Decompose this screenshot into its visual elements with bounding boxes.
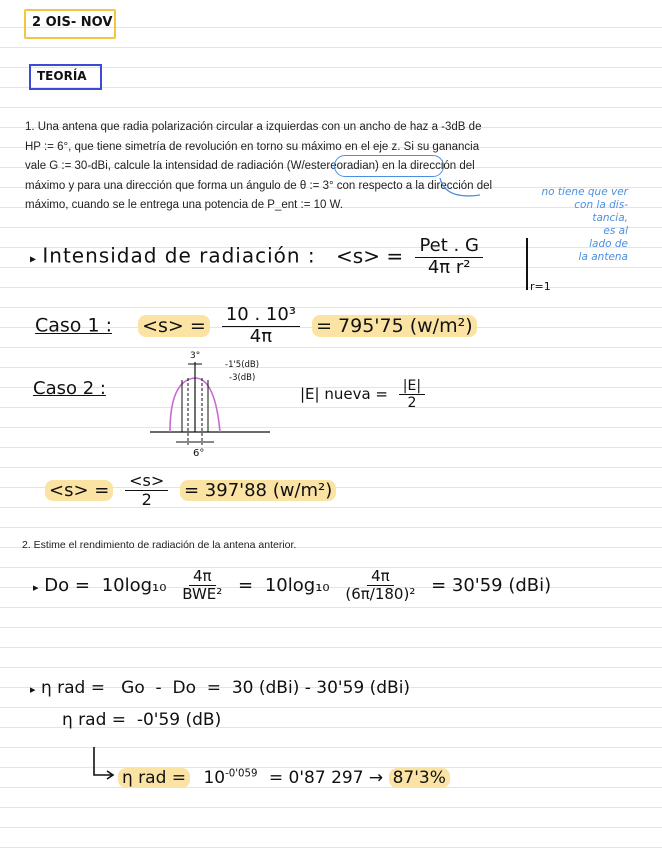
case1-den: 4π bbox=[249, 325, 273, 347]
case1-result: = 795'75 (w/m²) bbox=[312, 315, 477, 337]
case1-fraction bbox=[222, 305, 300, 347]
result2-den: 2 bbox=[141, 490, 152, 510]
do-line bbox=[33, 568, 551, 604]
result2-lhs: <s> = bbox=[45, 480, 113, 501]
do-part2: 10log₁₀ bbox=[264, 574, 330, 596]
margin-note-line-3: tancia, bbox=[592, 212, 628, 224]
intensity-lhs: <s> = bbox=[336, 243, 404, 268]
case1-label: Caso 1 : bbox=[35, 314, 113, 337]
problem2-statement: 2. Estime el rendimiento de radiación de la antena anterior. bbox=[22, 539, 297, 551]
case2-label: Caso 2 : bbox=[33, 378, 106, 399]
e-new-den: 2 bbox=[407, 395, 417, 412]
case1-num: 10 . 10³ bbox=[222, 305, 300, 327]
eta-line-1 bbox=[30, 678, 410, 698]
do-label: Do = bbox=[44, 574, 90, 596]
eval-label: r=1 bbox=[530, 280, 551, 293]
e-new-num: |E| bbox=[399, 378, 425, 395]
eta-line-3 bbox=[118, 768, 450, 788]
do-fraction1 bbox=[178, 568, 226, 604]
eta-line-3-result: 87'3% bbox=[389, 768, 450, 788]
result2-num: <s> bbox=[125, 472, 168, 491]
diag-bottom-label: 6° bbox=[193, 448, 205, 459]
e-new-label: |E| nueva = bbox=[300, 385, 389, 404]
do-den1: BWE² bbox=[182, 585, 223, 604]
case1-line bbox=[35, 305, 477, 347]
problem1-line-4: máximo y para una dirección que forma un ángulo de θ := 3° con respecto a la dirección del bbox=[25, 179, 493, 192]
do-den2: (6π/180)² bbox=[345, 585, 416, 604]
e-new-fraction bbox=[399, 378, 425, 411]
eta-line-3-exp: -0'059 bbox=[225, 768, 258, 780]
problem1-line-5: máximo, cuando se le entrega una potencia de P_ent := 10 W. bbox=[25, 199, 344, 211]
intensity-fraction bbox=[415, 236, 482, 278]
intensity-label: Intensidad de radiación : bbox=[42, 243, 316, 268]
problem1-line-1: 1. Una antena que radia polarización circular a izquierdas con un ancho de haz a -3dB de bbox=[25, 121, 482, 133]
bullet-arrow-icon: ▸ bbox=[30, 251, 37, 266]
section-tag: TEORÍA bbox=[37, 69, 87, 83]
eta-line-3-label: η rad = bbox=[118, 768, 190, 788]
problem1-line-2: HP := 6°, que tiene simetría de revolución en torno su máximo en el eje z. Si su ganancia bbox=[25, 140, 480, 153]
do-part1: 10log₁₀ bbox=[101, 574, 167, 596]
do-fraction2 bbox=[341, 568, 419, 604]
intensity-line bbox=[30, 236, 489, 278]
do-num2: 4π bbox=[367, 568, 394, 586]
eta-line-1-text: η rad = Go - Do = 30 (dBi) - 30'59 (dBi) bbox=[40, 678, 411, 698]
problem1-line-3: vale G := 30-dBi, calcule la intensidad de radiación (W/estereoradian) en la dirección del bbox=[25, 160, 475, 172]
diag-top-label: 3° bbox=[190, 351, 201, 361]
do-eq: = bbox=[238, 574, 254, 596]
do-num1: 4π bbox=[189, 568, 216, 586]
bullet-arrow-icon: ▸ bbox=[33, 580, 39, 594]
diag-note2: -3(dB) bbox=[229, 373, 256, 383]
result2-line bbox=[45, 472, 336, 510]
hook-arrow-icon bbox=[88, 745, 118, 785]
eval-bar bbox=[526, 238, 528, 290]
case1-lhs: <s> = bbox=[138, 315, 210, 337]
date-tag: 2 OIS- NOV bbox=[32, 15, 113, 30]
result2-result: = 397'88 (w/m²) bbox=[180, 480, 336, 501]
intensity-num: Pet . G bbox=[415, 236, 482, 258]
eta-line-3-expr: 10 bbox=[203, 768, 226, 788]
eta-line-3-mid: = 0'87 297 → bbox=[268, 768, 384, 788]
margin-note-line-4: es al bbox=[603, 225, 628, 237]
do-result: = 30'59 (dBi) bbox=[431, 574, 552, 596]
diag-note1: -1'5(dB) bbox=[225, 360, 260, 370]
margin-note-line-6: la antena bbox=[578, 251, 628, 263]
result2-fraction bbox=[125, 472, 168, 510]
e-new-line bbox=[300, 378, 431, 411]
eta-line-2: η rad = -0'59 (dB) bbox=[62, 710, 222, 730]
margin-note-line-5: lado de bbox=[589, 238, 628, 250]
margin-note-line-2: con la dis- bbox=[574, 199, 628, 211]
margin-note-line-1: no tiene que ver bbox=[541, 186, 628, 198]
intensity-den: 4π r² bbox=[427, 256, 471, 278]
bullet-arrow-icon: ▸ bbox=[30, 683, 36, 696]
